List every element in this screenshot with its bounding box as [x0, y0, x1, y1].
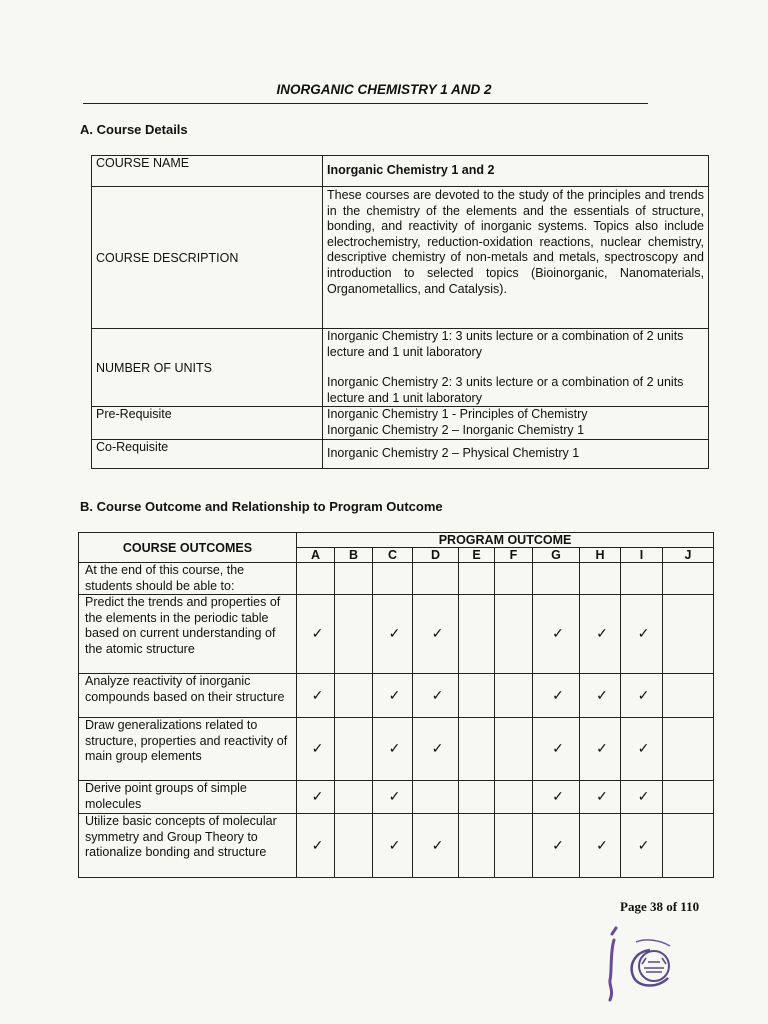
empty-cell [663, 595, 714, 674]
check-mark-i [621, 781, 663, 814]
course-outcome-text: Utilize basic concepts of molecular symmetry and Group Theory to rationalize bonding and structure [79, 814, 297, 878]
check-mark-c [373, 718, 413, 781]
check-icon: ✓ [596, 788, 608, 805]
empty-cell [663, 718, 714, 781]
table-row [79, 718, 714, 781]
course-description-label: COURSE DESCRIPTION [92, 187, 323, 329]
program-outcome-header: PROGRAM OUTCOME [297, 533, 714, 548]
program-outcome-b-header: B [335, 548, 373, 563]
check-icon: ✓ [311, 625, 324, 642]
check-mark-i [621, 674, 663, 718]
table-row [92, 156, 709, 187]
prerequisite-ic1: Inorganic Chemistry 1 - Principles of Chemistry [327, 407, 588, 422]
check-icon: ✓ [431, 836, 444, 853]
check-mark-a [297, 595, 335, 674]
check-mark-g [533, 781, 580, 814]
check-mark-g [533, 595, 580, 674]
empty-cell [459, 718, 495, 781]
title-underline [83, 103, 648, 104]
check-icon: ✓ [596, 625, 608, 642]
check-icon: ✓ [431, 740, 444, 757]
check-icon: ✓ [596, 686, 608, 703]
table-header-row [79, 533, 714, 548]
table-row [92, 407, 709, 439]
check-icon: ✓ [552, 625, 564, 642]
check-mark-c [373, 781, 413, 814]
empty-cell [495, 595, 533, 674]
program-outcome-h-header: H [580, 548, 621, 563]
empty-cell [335, 563, 373, 595]
check-icon: ✓ [388, 836, 401, 853]
check-mark-a [297, 781, 335, 814]
corequisite-label: Co-Requisite [92, 439, 323, 468]
empty-cell [335, 674, 373, 718]
check-mark-g [533, 814, 580, 878]
check-icon: ✓ [431, 686, 444, 703]
check-icon: ✓ [552, 788, 564, 805]
course-outcomes-body [79, 563, 714, 878]
prerequisite-value [323, 407, 709, 439]
page-number: Page 38 of 110 [620, 899, 700, 914]
empty-cell [459, 563, 495, 595]
prerequisite-label: Pre-Requisite [92, 407, 323, 439]
section-a-heading: A. Course Details [80, 122, 188, 137]
empty-cell [459, 781, 495, 814]
check-mark-d [413, 718, 459, 781]
table-row [79, 563, 714, 595]
check-mark-c [373, 814, 413, 878]
program-outcome-i-header: I [621, 548, 663, 563]
check-mark-g [533, 674, 580, 718]
prerequisite-ic2: Inorganic Chemistry 2 – Inorganic Chemistry 1 [327, 422, 585, 437]
check-icon: ✓ [388, 788, 401, 805]
check-mark-g [533, 718, 580, 781]
program-outcome-e-header: E [459, 548, 495, 563]
course-outcome-text: Derive point groups of simple molecules [79, 781, 297, 814]
empty-cell [495, 563, 533, 595]
empty-cell [413, 781, 459, 814]
course-details-table [91, 155, 709, 469]
check-mark-h [580, 781, 621, 814]
check-icon: ✓ [637, 788, 650, 805]
program-outcome-d-header: D [413, 548, 459, 563]
empty-cell [663, 674, 714, 718]
table-row [79, 814, 714, 878]
check-mark-h [580, 595, 621, 674]
check-icon: ✓ [311, 740, 324, 757]
course-outcome-text: Analyze reactivity of inorganic compounds based on their structure [79, 674, 297, 718]
program-outcome-a-header: A [297, 548, 335, 563]
check-icon: ✓ [311, 836, 324, 853]
check-mark-c [373, 674, 413, 718]
check-icon: ✓ [431, 625, 444, 642]
empty-cell [297, 563, 335, 595]
check-mark-c [373, 595, 413, 674]
empty-cell [621, 563, 663, 595]
program-outcome-f-header: F [495, 548, 533, 563]
check-icon: ✓ [637, 836, 650, 853]
empty-cell [495, 814, 533, 878]
empty-cell [580, 563, 621, 595]
course-outcomes-table [78, 532, 714, 878]
table-row [79, 674, 714, 718]
check-icon: ✓ [637, 740, 650, 757]
course-outcome-text: Draw generalizations related to structure, properties and reactivity of main group elements [79, 718, 297, 781]
check-mark-h [580, 718, 621, 781]
empty-cell [335, 595, 373, 674]
seal-stamp [600, 922, 690, 1017]
outcomes-intro: At the end of this course, the students should be able to: [79, 563, 297, 595]
check-mark-d [413, 595, 459, 674]
course-outcomes-header: COURSE OUTCOMES [79, 533, 297, 563]
empty-cell [373, 563, 413, 595]
check-icon: ✓ [388, 625, 401, 642]
program-outcome-c-header: C [373, 548, 413, 563]
empty-cell [495, 781, 533, 814]
empty-cell [663, 781, 714, 814]
number-of-units-label: NUMBER OF UNITS [92, 329, 323, 407]
check-mark-i [621, 814, 663, 878]
check-icon: ✓ [311, 686, 324, 703]
empty-cell [495, 718, 533, 781]
program-outcome-j-header: J [663, 548, 714, 563]
table-row [79, 595, 714, 674]
empty-cell [459, 595, 495, 674]
empty-cell [459, 674, 495, 718]
course-name-label: COURSE NAME [92, 156, 323, 187]
empty-cell [335, 718, 373, 781]
check-mark-d [413, 814, 459, 878]
check-mark-a [297, 674, 335, 718]
units-ic2: Inorganic Chemistry 2: 3 units lecture or a combination of 2 units lecture and 1 unit laboratory [327, 375, 684, 405]
table-row [92, 187, 709, 329]
table-row [92, 439, 709, 468]
check-mark-h [580, 674, 621, 718]
course-outcome-text: Predict the trends and properties of the elements in the periodic table based on current understanding of the atomic structure [79, 595, 297, 674]
program-outcome-g-header: G [533, 548, 580, 563]
check-icon: ✓ [552, 740, 564, 757]
table-row [92, 329, 709, 407]
check-mark-i [621, 595, 663, 674]
check-mark-h [580, 814, 621, 878]
check-icon: ✓ [637, 686, 650, 703]
course-description-value: These courses are devoted to the study of the principles and trends in the chemistry of the elements and the essentials of structure, bonding, and reactivity of inorganic systems. Topics also include electrochemistry, reduction-oxidation reactions, nuclear chemistry, descriptive chemistry of non-metals and metals, spectroscopy and introduction to selected topics (Bioinorganic, Nanomaterials, Organometallics, and Catalysis). [323, 187, 709, 329]
document-title: INORGANIC CHEMISTRY 1 AND 2 [276, 82, 492, 97]
empty-cell [413, 563, 459, 595]
empty-cell [495, 674, 533, 718]
check-icon: ✓ [388, 686, 401, 703]
check-icon: ✓ [311, 788, 324, 805]
check-icon: ✓ [637, 625, 650, 642]
check-mark-a [297, 814, 335, 878]
check-icon: ✓ [552, 836, 564, 853]
check-icon: ✓ [552, 686, 564, 703]
check-icon: ✓ [596, 836, 608, 853]
empty-cell [533, 563, 580, 595]
check-icon: ✓ [388, 740, 401, 757]
empty-cell [335, 781, 373, 814]
empty-cell [335, 814, 373, 878]
empty-cell [663, 814, 714, 878]
check-mark-a [297, 718, 335, 781]
course-name-value: Inorganic Chemistry 1 and 2 [323, 156, 709, 187]
table-row [79, 781, 714, 814]
corequisite-value: Inorganic Chemistry 2 – Physical Chemistry 1 [323, 439, 709, 468]
empty-cell [459, 814, 495, 878]
check-mark-d [413, 674, 459, 718]
empty-cell [663, 563, 714, 595]
number-of-units-value [323, 329, 709, 407]
check-mark-i [621, 718, 663, 781]
section-b-heading: B. Course Outcome and Relationship to Program Outcome [80, 499, 443, 514]
units-ic1: Inorganic Chemistry 1: 3 units lecture or a combination of 2 units lecture and 1 unit laboratory [327, 329, 684, 359]
check-icon: ✓ [596, 740, 608, 757]
